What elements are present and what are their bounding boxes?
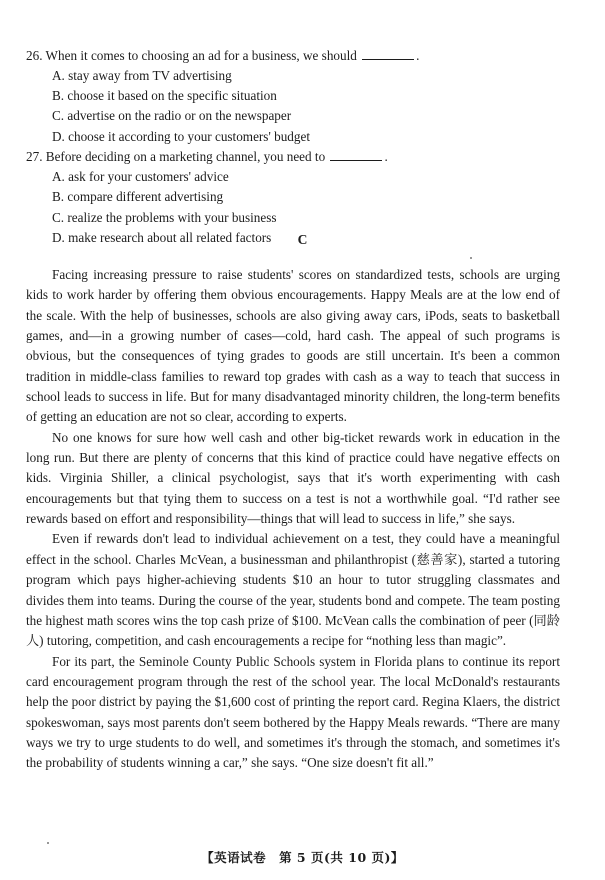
question-26-option-a: A. stay away from TV advertising [52,68,232,83]
passage-paragraph-4: For its part, the Seminole County Public Schools system in Florida plans to continue its report card encouragement program through the rest of the school year. The local McDonald's restaurants help the poor district by paying the $1,600 cost of printing the report card. Regina Klaers, the district spokeswoman, says most parents don't seem bothered by the Happy Meals rewards. “There are many ways we try to urge students to do well, and sometimes it's through the stomach, and sometimes it's the probability of students winning a car,” she says. “One size doesn't fit all.” [26,653,560,771]
question-26-option-d: D. choose it according to your customers' budget [52,129,311,144]
answer-blank [362,48,414,60]
question-26-option-c: C. advertise on the radio or on the newspaper [52,108,292,123]
question-end: . [416,48,420,63]
question-26-option-b: B. choose it based on the specific situation [52,88,277,103]
passage-paragraph-3: Even if rewards don't lead to individual achievement on a test, they could have a meaningful effect in the school. Charles McVean, a businessman and philanthropist (慈善家), started a tutoring program which pays higher-achieving students $10 an hour to tutor struggling classmates and divides them into teams. During the course of the year, students bond and compete. The team posting the highest math scores wins the top cash prize of $100. McVean calls the combination of peer (同龄人) tutoring, competition, and cash encouragements a recipe for “nothing less than magic”. [26,531,560,649]
passage-paragraph-2: No one knows for sure how well cash and other big-ticket rewards work in education in the long run. But there are plenty of concerns that this kind of practice could have negative effects on kids. Virginia Shiller, a clinical psychologist, says that it's worth experimenting with cash encouragements but that tying them to success on a test is not a worthwhile goal. “I'd rather see rewards based on effort and responsibility—things that will lead to success in life,” she says. [26,429,560,527]
question-end: . [384,149,388,164]
question-26-stem [26,48,419,64]
question-text: Before deciding on a marketing channel, you need to [45,149,326,164]
scan-speck [47,842,49,844]
question-text: When it comes to choosing an ad for a business, we should [45,48,357,63]
question-27-stem [26,149,388,165]
scan-speck [470,257,472,259]
reading-passage [26,265,560,774]
question-number: 26. [26,48,43,63]
question-27-option-a: A. ask for your customers' advice [52,169,229,184]
answer-blank [330,149,382,161]
question-27-option-b: B. compare different advertising [52,189,224,204]
question-27-option-c: C. realize the problems with your business [52,210,277,225]
page-footer: 【英语试卷 第 5 页(共 10 页)】 [201,850,404,865]
passage-paragraph-1: Facing increasing pressure to raise students' scores on standardized tests, schools are urging kids to work harder by offering them obvious encouragements. Happy Meals are at the low end of the scale. With the help of businesses, schools are also giving away cars, iPods, seats to basketball games, and—in a growing number of cases—cold, hard cash. The appeal of such programs is obvious, but the consequences of tying grades to goods are still uncertain. It's been a common tradition in middle-class families to reward top grades with cash as a way to teach that success in school leads to success in life. But for many disadvantaged minority children, the long-term benefits of getting an education are not so clear, according to experts. [26,267,560,425]
section-title: C [297,232,308,247]
question-number: 27. [26,149,43,164]
question-27-option-d: D. make research about all related factors [52,230,272,245]
